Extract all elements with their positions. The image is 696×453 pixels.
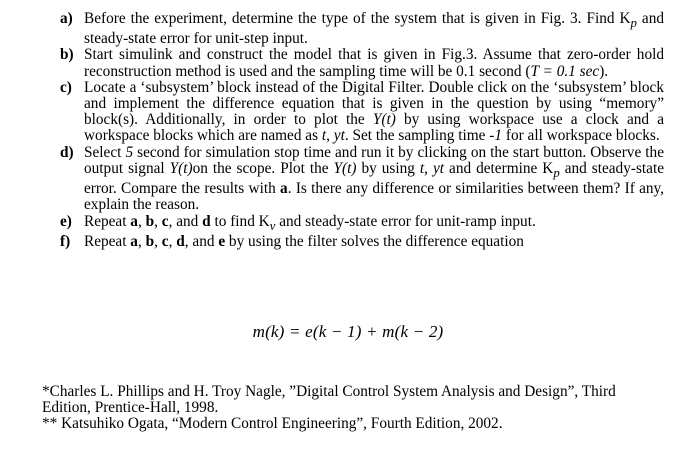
- separator: ,: [137, 212, 146, 230]
- step-text-tail: ).: [599, 62, 609, 80]
- bold-ref: c: [161, 232, 169, 250]
- bold-ref: a: [130, 212, 138, 230]
- step-c: [60, 80, 664, 145]
- step-text-tail: by using the filter solves the difference equation: [225, 232, 524, 250]
- step-marker: a): [60, 10, 73, 27]
- reference-item: ** Katsuhiko Ogata, “Modern Control Engineering”, Fourth Edition, 2002.: [42, 415, 503, 433]
- math-inline: Y(t): [169, 159, 193, 177]
- variable: t: [419, 159, 425, 177]
- math-inline: Y(t): [372, 111, 396, 129]
- references: [42, 384, 662, 433]
- step-b: [60, 47, 664, 79]
- step-text: and steady-state error. Compare the results with: [84, 159, 664, 198]
- variable: t: [321, 127, 327, 145]
- bold-ref: a: [130, 232, 138, 250]
- step-text: . Set the sampling time: [344, 127, 490, 145]
- difference-equation: m(k) = e(k − 1) + m(k − 2): [252, 322, 444, 341]
- math-inline: T = 0.1 sec: [530, 62, 600, 80]
- bold-ref: a: [280, 180, 288, 198]
- step-text-tail: for all workspace blocks.: [502, 127, 660, 145]
- separator: ,: [424, 159, 433, 177]
- step-text: second for simulation stop time and run it by clicking on the start button. Observe the output signal: [84, 143, 664, 177]
- step-text: Locate a ‘subsystem’ block instead of the Digital Filter. Double click on the ‘subsystem’ block and implement the difference equation that is given in the question by using “memory” block(s). Additionally, in order to plot the: [84, 78, 664, 129]
- step-text: on the scope. Plot the: [192, 159, 334, 177]
- separator: ,: [137, 232, 146, 250]
- subscript: p: [630, 16, 637, 31]
- separator: ,: [326, 127, 334, 145]
- step-text: Before the experiment, determine the type of the system that is given in Fig. 3. Find K: [84, 10, 631, 27]
- step-text: to find K: [210, 212, 270, 230]
- instruction-list: [60, 11, 664, 250]
- step-text: by using workspace use a clock and a workspace blocks which are named as: [84, 111, 664, 145]
- separator: ,: [168, 232, 177, 250]
- step-text: Repeat: [84, 232, 131, 250]
- step-text-tail: . Is there any difference or similarities between them? If any, explain the reason.: [84, 180, 664, 214]
- separator: ,: [154, 232, 162, 250]
- variable: -1: [489, 127, 503, 145]
- bold-ref: d: [202, 212, 211, 230]
- step-marker: f): [60, 232, 71, 250]
- separator: ,: [154, 212, 162, 230]
- bold-ref: c: [161, 212, 169, 230]
- step-marker: b): [60, 46, 74, 64]
- bold-ref: d: [176, 232, 185, 250]
- bold-ref: b: [145, 232, 155, 250]
- subscript: p: [553, 165, 560, 180]
- step-text: and determine K: [444, 159, 554, 177]
- variable: 5: [125, 143, 134, 161]
- step-e: [60, 214, 664, 234]
- bold-ref: e: [218, 232, 226, 250]
- step-marker: c): [60, 78, 72, 96]
- reference-item: *Charles L. Phillips and H. Troy Nagle, ”Digital Control System Analysis and Design”, Third Edition, Prentice-Hall, 1998.: [42, 383, 616, 417]
- step-text: Select: [84, 143, 126, 161]
- step-a: [60, 11, 664, 47]
- separator: , and: [184, 232, 219, 250]
- step-f: [60, 234, 664, 250]
- subscript: v: [269, 218, 276, 233]
- math-inline: Y(t): [333, 159, 357, 177]
- step-text-tail: and steady-state error for unit-ramp input.: [275, 212, 536, 230]
- separator: , and: [168, 212, 203, 230]
- step-text: Repeat: [84, 212, 131, 230]
- bold-ref: b: [145, 212, 155, 230]
- step-d: [60, 145, 664, 214]
- step-marker: d): [60, 143, 74, 161]
- variable: yt: [333, 127, 345, 145]
- step-marker: e): [60, 212, 72, 230]
- step-text-tail: and steady-state error for unit-step input.: [84, 10, 664, 48]
- step-text: Start simulink and construct the model that is given in Fig.3. Assume that zero-order hold reconstruction method is used and the sampling time will be 0.1 second (: [84, 46, 664, 80]
- variable: yt: [433, 159, 445, 177]
- step-text: by using: [356, 159, 420, 177]
